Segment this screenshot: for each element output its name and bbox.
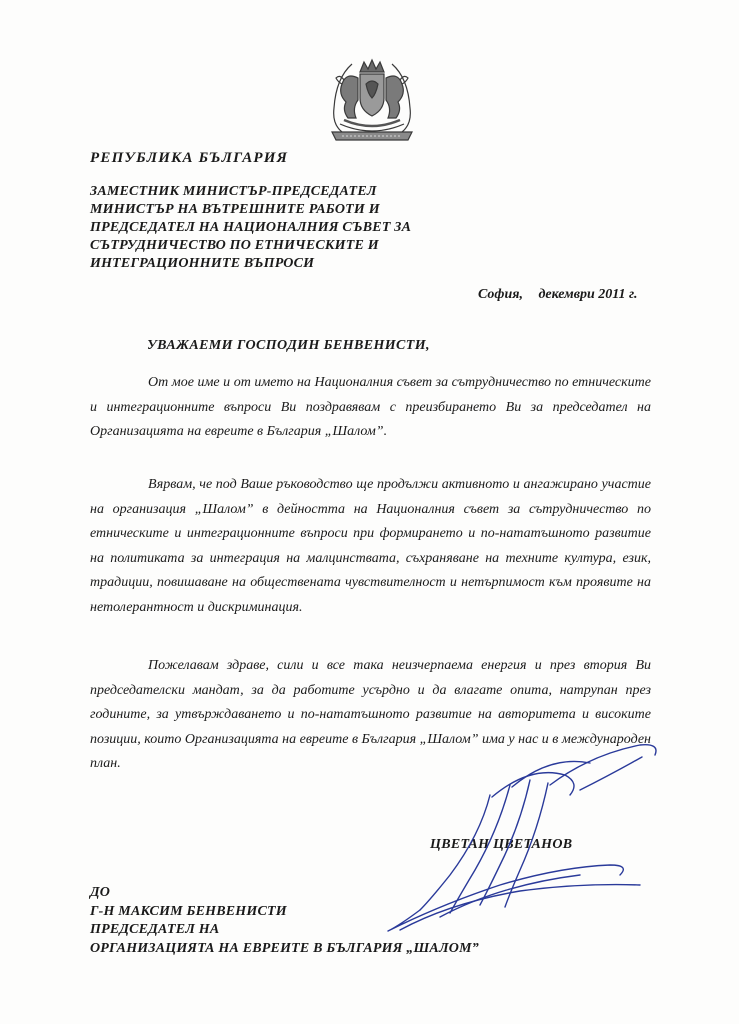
office-line: ЗАМЕСТНИК МИНИСТЪР-ПРЕДСЕДАТЕЛ xyxy=(90,184,377,199)
office-heading xyxy=(90,183,650,273)
body-paragraph-1: От мое име и от името на Националния съвет за сътрудничество по етническите и интеграционните въпроси Ви поздравявам с преизбирането Ви за председател на Организацията на евреите в България „Шалом”. xyxy=(90,375,651,439)
republic-title: РЕПУБЛИКА БЪЛГАРИЯ xyxy=(90,150,289,166)
body-paragraph-3: Пожелавам здраве, сили и все така неизчерпаема енергия и през втория Ви председателски мандат, за да работите усърдно и да влагате опита, натрупан през годините, за утвърждаването и по-нататъшното развитие на авторитета и високите позиции, които Организацията на евреите в България „Шалом” има у нас и в международен план. xyxy=(90,658,651,771)
office-line: СЪТРУДНИЧЕСТВО ПО ЕТНИЧЕСКИТЕ И xyxy=(90,238,379,253)
recipient-line: Г-Н МАКСИМ БЕНВЕНИСТИ xyxy=(90,903,287,919)
recipient-line: ОРГАНИЗАЦИЯТА НА ЕВРЕИТЕ В БЪЛГАРИЯ „ШАЛОМ” xyxy=(90,940,479,956)
body-paragraph-2: Вярвам, че под Ваше ръководство ще продължи активното и ангажирано участие на организация „Шалом” в дейността на Националния съвет за сътрудничество по етническите и интеграционните въпроси при формирането и по-нататъшното развитие на политиката за интеграция на малцинствата, съхраняване на техните култура, език, традиции, повишаване на обществената чувствителност и нетърпимост към проявите на нетолерантност и дискриминация. xyxy=(90,477,651,615)
office-line: ИНТЕГРАЦИОННИТЕ ВЪПРОСИ xyxy=(90,256,315,271)
date-city: София, xyxy=(478,287,523,302)
date-text: декември 2011 г. xyxy=(538,287,638,302)
office-line: МИНИСТЪР НА ВЪТРЕШНИТЕ РАБОТИ И xyxy=(90,202,380,217)
signer-name: ЦВЕТАН ЦВЕТАНОВ xyxy=(430,837,573,852)
recipient-block xyxy=(90,884,479,958)
salutation: УВАЖАЕМИ ГОСПОДИН БЕНВЕНИСТИ, xyxy=(147,338,430,353)
recipient-line: ДО xyxy=(90,885,111,900)
letter-date xyxy=(478,287,638,303)
recipient-line: ПРЕДСЕДАТЕЛ НА xyxy=(90,922,220,937)
coat-of-arms-icon xyxy=(322,58,422,144)
office-line: ПРЕДСЕДАТЕЛ НА НАЦИОНАЛНИЯ СЪВЕТ ЗА xyxy=(90,220,412,235)
